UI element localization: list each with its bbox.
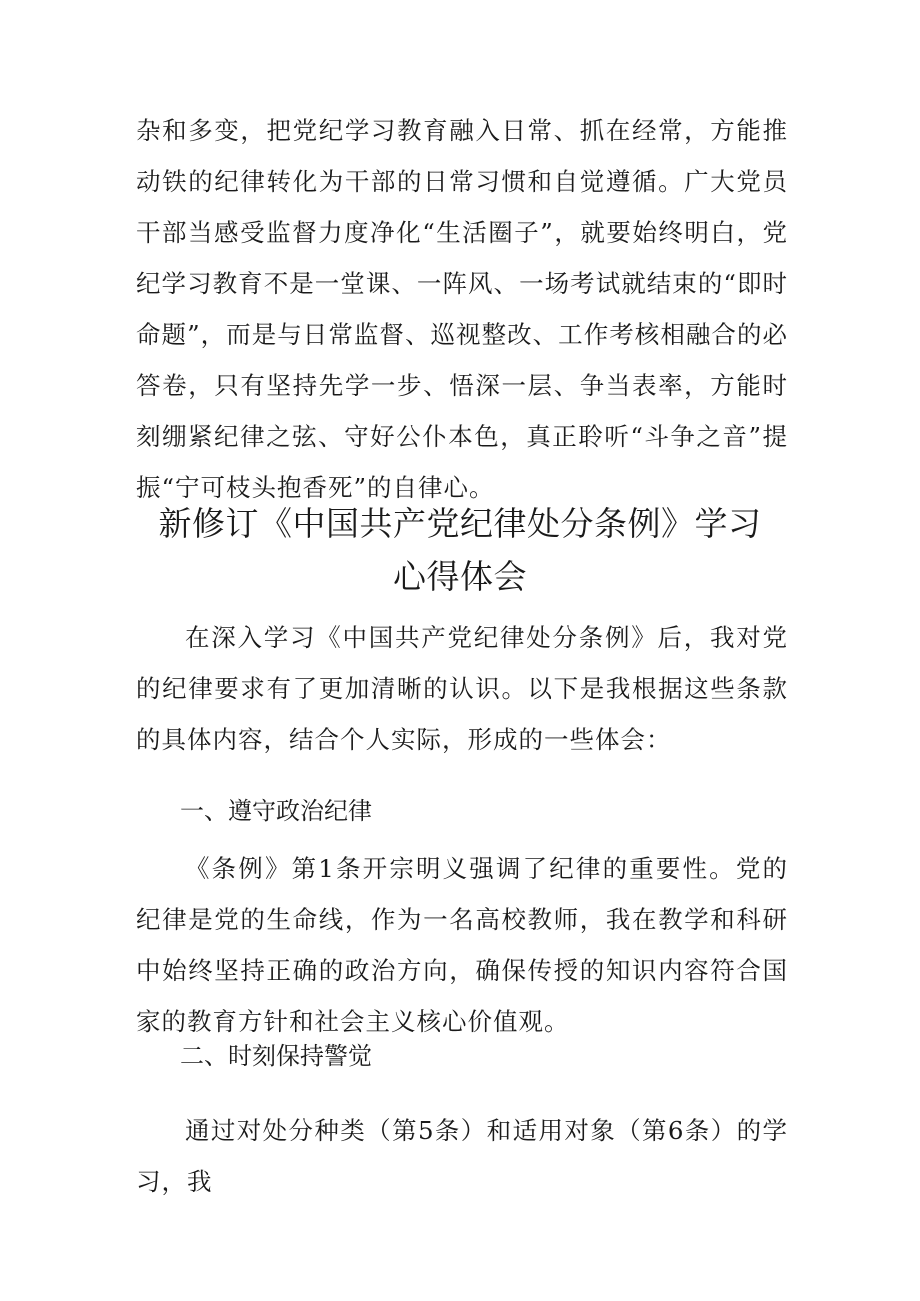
section-heading-political-discipline: 一、遵守政治纪律 (180, 797, 372, 825)
document-title-line2: 心得体会 (393, 557, 527, 596)
document-title (100, 497, 820, 603)
section-heading-stay-alert: 二、时刻保持警觉 (180, 1042, 372, 1070)
intro-paragraph: 在深入学习《中国共产党纪律处分条例》后，我对党的纪律要求有了更加清晰的认识。以下是我根据这些条款的具体内容，结合个人实际，形成的一些体会： (136, 623, 788, 754)
section-paragraph-political-discipline: 《条例》第1条开宗明义强调了纪律的重要性。党的纪律是党的生命线，作为一名高校教师，我在教学和科研中始终坚持正确的政治方向，确保传授的知识内容符合国家的教育方针和社会主义核心价值观。 (136, 854, 788, 1036)
section-paragraph-stay-alert: 通过对处分种类（第5条）和适用对象（第6条）的学习，我 (136, 1116, 788, 1196)
body-paragraph-continuation: 杂和多变，把党纪学习教育融入日常、抓在经常，方能推动铁的纪律转化为干部的日常习惯和自觉遵循。广大党员干部当感受监督力度净化“生活圈子”，就要始终明白，党纪学习教育不是一堂课、一阵风、一场考试就结束的“即时命题”，而是与日常监督、巡视整改、工作考核相融合的必答卷，只有坚持先学一步、悟深一层、争当表率，方能时刻绷紧纪律之弦、守好公仆本色，真正聆听“斗争之音”提振“宁可枝头抱香死”的自律心。 (136, 116, 788, 502)
document-title-line1: 新修订《中国共产党纪律处分条例》学习 (158, 504, 762, 543)
